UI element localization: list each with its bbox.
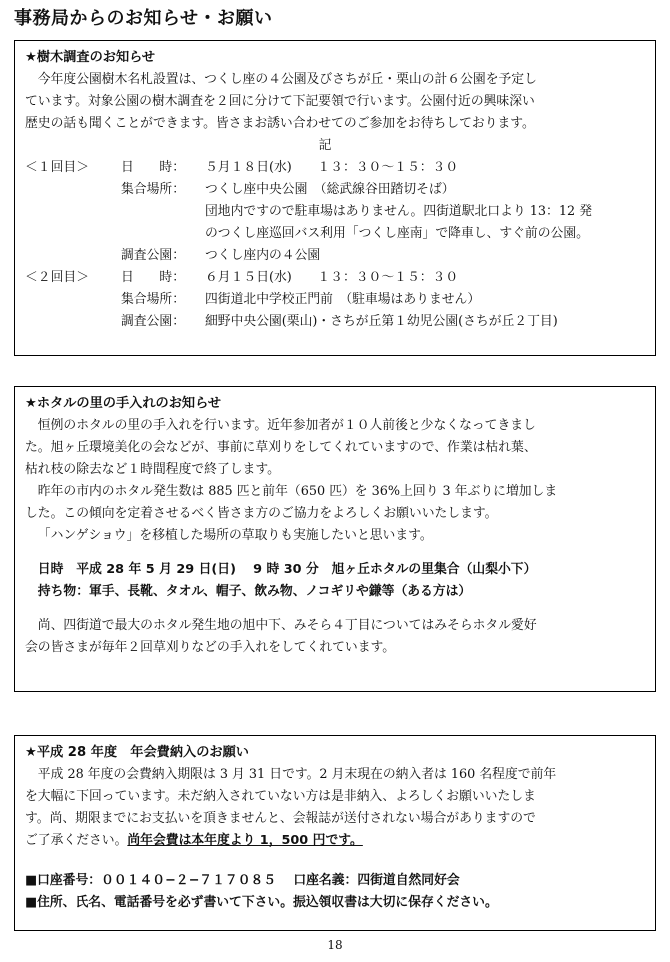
second-session-place-row [25, 289, 645, 311]
first-session-date-row [25, 157, 645, 179]
bank-account-line: ■口座番号：００１４０−２−７１７０８５ 口座名義：四街道自然同好会 [25, 873, 460, 888]
firefly-paragraph-line: た。旭ヶ丘環境美化の会などが、事前に草刈りをしてくれていますので、作業は枯れ葉、 [25, 440, 537, 455]
page-number: 18 [327, 938, 343, 952]
first-session-note-line: のつくし座巡回バス利用「つくし座南」で降車し、すぐ前の公園。 [205, 226, 589, 241]
firefly-paragraph-line: 「ハンゲショウ」を移植した場所の草取りも実施したいと思います。 [37, 528, 433, 543]
page-title: 事務局からのお知らせ・お願い [14, 8, 273, 29]
second-session-date: ６月１５日(水) １３：３０〜１５：３０ [205, 270, 459, 285]
tree-survey-intro-line: 今年度公園樹木名札設置は、つくし座の４公園及びさちが丘・栗山の計６公園を予定し [37, 72, 537, 87]
transfer-instruction-line: ■住所、氏名、電話番号を必ず書いて下さい。振込領収書は大切に保存ください。 [25, 895, 498, 910]
second-session-survey-row [25, 311, 645, 333]
membership-fee-line-prefix: ご了承ください。 [25, 833, 128, 848]
tree-survey-intro-line: 歴史の話も聞くことができます。皆さまお誘い合わせてのご参加をお待ちしております。 [25, 116, 535, 131]
survey-label: 調査公園： [121, 248, 185, 263]
first-session-survey: つくし座内の４公園 [205, 248, 321, 263]
firefly-items: 持ち物：軍手、長靴、タオル、帽子、飲み物、ノコギリや鎌等（ある方は） [37, 584, 472, 599]
second-session-label: ＜２回目＞ [25, 270, 89, 285]
place-label: 集合場所： [121, 292, 185, 307]
membership-fee-line: を大幅に下回っています。未だ納入されていない方は是非納入、よろしくお願いいたしま [25, 789, 536, 804]
tree-survey-intro-line: ています。対象公園の樹木調査を２回に分けて下記要領で行います。公園付近の興味深い [25, 94, 535, 109]
firefly-paragraph-line: 昨年の市内のホタル発生数は 885 匹と前年（650 匹）を 36%上回り 3 年ぶりに増加しま [37, 484, 558, 499]
firefly-schedule: 日時 平成 28 年 5 月 29 日(日) 9 時 30 分 旭ヶ丘ホタルの里集合（山梨小下） [37, 562, 537, 577]
membership-fee-amount-note: 尚年会費は本年度より 1，500 円です。 [127, 833, 363, 848]
date-label: 日 時： [121, 160, 185, 175]
first-session-date: ５月１８日(水) １３：３０〜１５：３０ [205, 160, 459, 175]
first-session-place: つくし座中央公園 （総武線谷田踏切そば） [205, 182, 455, 197]
place-label: 集合場所： [121, 182, 185, 197]
firefly-paragraph-line: 恒例のホタルの里の手入れを行います。近年参加者が１０人前後と少なくなってきまし [37, 418, 536, 433]
membership-fee-line: 平成 28 年度の会費納入期限は 3 月 31 日です。2 月末現在の納入者は 160 名程度で前年 [37, 767, 557, 782]
second-session-date-row [25, 267, 645, 289]
firefly-notice [14, 386, 656, 692]
firefly-paragraph-line: 尚、四街道で最大のホタル発生地の旭中下、みそら４丁目についてはみそらホタル愛好 [37, 618, 537, 633]
second-session-survey: 細野中央公園(栗山)・さちが丘第１幼児公園(さちが丘２丁目) [205, 314, 558, 329]
tree-survey-notice [14, 40, 656, 356]
membership-fee-last-line [25, 830, 645, 852]
date-label: 日 時： [121, 270, 185, 285]
firefly-paragraph-line: した。この傾向を定着させるべく皆さま方のご協力をよろしくお願いいたします。 [25, 506, 498, 521]
first-session-note-line: 団地内ですので駐車場はありません。四街道駅北口より 13：12 発 [205, 204, 592, 219]
membership-fee-heading: ★平成 28 年度 年会費納入のお願い [25, 745, 249, 760]
first-session-survey-row [25, 245, 645, 267]
membership-fee-line: す。尚、期限までにお支払いを頂きませんと、会報誌が送付されない場合がありますので [25, 811, 536, 826]
firefly-paragraph-line: 枯れ枝の除去など１時間程度で終了します。 [25, 462, 280, 477]
first-session-label: ＜１回目＞ [25, 160, 89, 175]
first-session-place-row [25, 179, 645, 201]
firefly-paragraph-line: 会の皆さまが毎年２回草刈りなどの手入れをしてくれています。 [25, 640, 396, 655]
second-session-place: 四街道北中学校正門前 （駐車場はありません） [205, 292, 481, 307]
survey-label: 調査公園： [121, 314, 185, 329]
firefly-heading: ★ホタルの里の手入れのお知らせ [25, 396, 222, 411]
membership-fee-notice [14, 735, 656, 931]
ki-mark: 記 [318, 138, 332, 153]
tree-survey-heading: ★樹木調査のお知らせ [25, 50, 156, 65]
